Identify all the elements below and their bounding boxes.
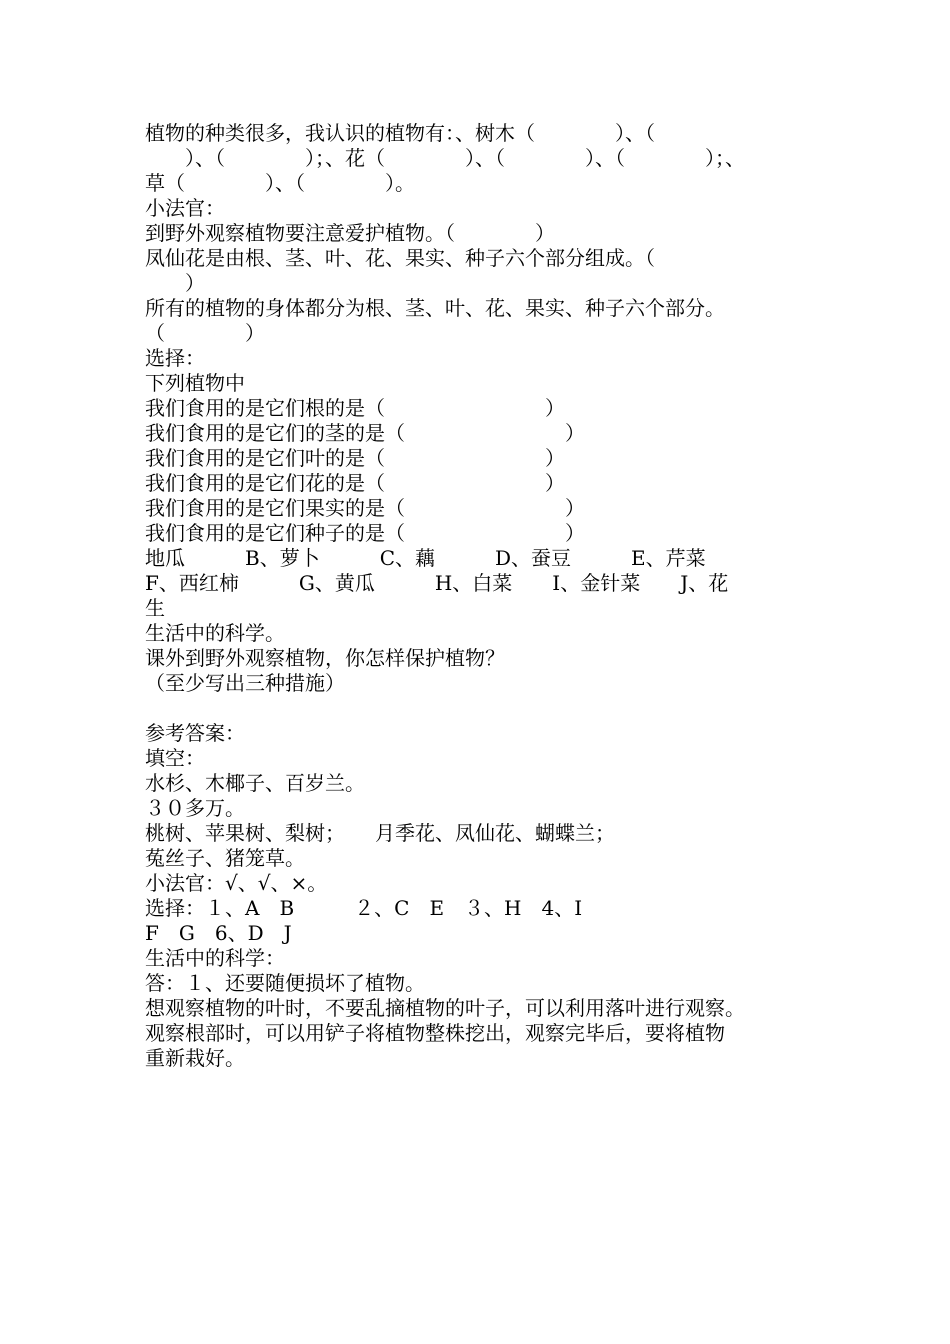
document-page <box>145 121 815 1071</box>
fill-in-question-line-1: 植物的种类很多，我认识的植物有：、树木（ ）、（ <box>145 121 655 145</box>
answer-science-1: 答：１、还要随便损坏了植物。 <box>145 971 425 995</box>
answer-science-2: 想观察植物的叶时，不要乱摘植物的叶子，可以利用落叶进行观察。 <box>145 996 745 1020</box>
fill-in-question-line-3: 草（ ）、（ ）。 <box>145 171 415 195</box>
judge-heading: 小法官： <box>145 196 225 220</box>
choice-options-2: F、西红柿 G、黄瓜 H、白菜 I、金针菜 J、花 <box>145 571 729 595</box>
choice-item-fruit: 我们食用的是它们果实的是（ ） <box>145 496 585 520</box>
choice-options-3: 生 <box>145 596 165 620</box>
answer-fill-2: ３０多万。 <box>145 796 245 820</box>
answer-judge: 小法官：√、√、×。 <box>145 871 328 895</box>
science-question: 课外到野外观察植物，你怎样保护植物？ <box>145 646 505 670</box>
choice-item-root: 我们食用的是它们根的是（ ） <box>145 396 565 420</box>
choice-item-seed: 我们食用的是它们种子的是（ ） <box>145 521 585 545</box>
answer-science-4: 重新栽好。 <box>145 1046 245 1070</box>
judge-item-2: 凤仙花是由根、茎、叶、花、果实、种子六个部分组成。（ <box>145 246 655 270</box>
choice-item-flower: 我们食用的是它们花的是（ ） <box>145 471 565 495</box>
spacer <box>145 696 815 721</box>
answer-fill-4: 菟丝子、猪笼草。 <box>145 846 305 870</box>
judge-item-2-cont: ） <box>145 271 205 295</box>
choice-options-1: 地瓜 B、萝卜 C、藕 D、蚕豆 E、芹菜 <box>145 546 706 570</box>
answer-heading: 参考答案： <box>145 721 245 745</box>
choice-item-leaf: 我们食用的是它们叶的是（ ） <box>145 446 565 470</box>
choice-item-stem: 我们食用的是它们的茎的是（ ） <box>145 421 585 445</box>
judge-item-1: 到野外观察植物要注意爱护植物。（ ） <box>145 221 555 245</box>
answer-science-heading: 生活中的科学： <box>145 946 285 970</box>
fill-in-question-line-2: ）、（ ）；、花（ ）、（ ）、（ ）；、 <box>145 146 745 170</box>
judge-item-3-cont: （ ） <box>145 321 265 345</box>
science-note: （至少写出三种措施） <box>145 671 345 695</box>
answer-choice-2: F G 6、D J <box>145 921 292 945</box>
science-heading: 生活中的科学。 <box>145 621 285 645</box>
answer-fill-1: 水杉、木椰子、百岁兰。 <box>145 771 365 795</box>
answer-science-3: 观察根部时，可以用铲子将植物整株挖出，观察完毕后，要将植物 <box>145 1021 725 1045</box>
choice-heading: 选择： <box>145 346 205 370</box>
judge-item-3: 所有的植物的身体都分为根、茎、叶、花、果实、种子六个部分。 <box>145 296 725 320</box>
answer-choice-1: 选择：１、A B ２、C E ３、H 4、I <box>145 896 583 920</box>
choice-intro: 下列植物中 <box>145 371 245 395</box>
answer-fill-3: 桃树、苹果树、梨树； 月季花、凤仙花、蝴蝶兰； <box>145 821 615 845</box>
answer-fill-heading: 填空： <box>145 746 205 770</box>
